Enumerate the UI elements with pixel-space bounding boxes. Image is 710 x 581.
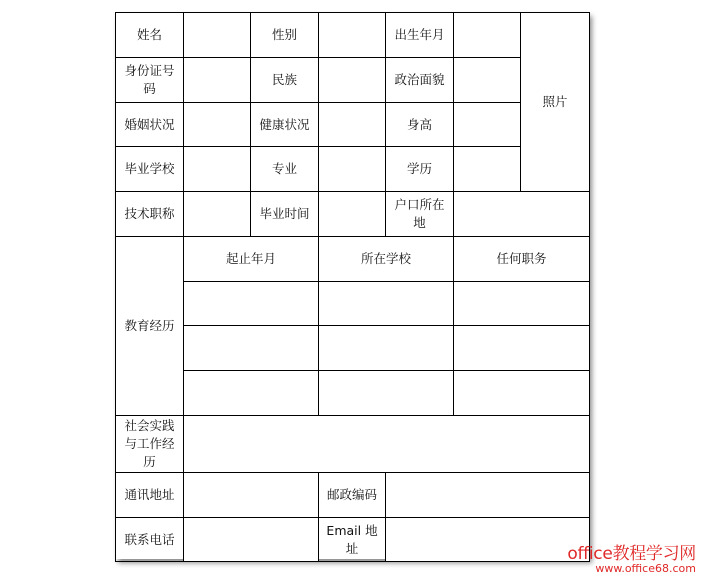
address-label: 通讯地址 — [116, 473, 184, 518]
social-practice-label: 社会实践与工作经历 — [116, 416, 184, 473]
email-label: Email 地址 — [319, 518, 386, 562]
address-field[interactable] — [184, 473, 319, 518]
email-field[interactable] — [386, 518, 590, 562]
resume-form — [115, 12, 589, 559]
name-label: 姓名 — [116, 13, 184, 58]
zip-code-field[interactable] — [386, 473, 590, 518]
grad-time-field[interactable] — [319, 192, 386, 237]
height-field[interactable] — [454, 103, 521, 147]
degree-label: 学历 — [386, 147, 454, 192]
school-label: 毕业学校 — [116, 147, 184, 192]
birth-label: 出生年月 — [386, 13, 454, 58]
hukou-field[interactable] — [454, 192, 590, 237]
zip-code-label: 邮政编码 — [319, 473, 386, 518]
watermark-title: office教程学习网 — [567, 543, 696, 564]
edu-row-2-school[interactable] — [319, 326, 454, 371]
phone-field[interactable] — [184, 518, 319, 562]
tech-title-label: 技术职称 — [116, 192, 184, 237]
hukou-label: 户口所在地 — [386, 192, 454, 237]
school-field[interactable] — [184, 147, 251, 192]
birth-field[interactable] — [454, 13, 521, 58]
height-label: 身高 — [386, 103, 454, 147]
ethnicity-field[interactable] — [319, 58, 386, 103]
edu-header-school: 所在学校 — [319, 237, 454, 282]
degree-field[interactable] — [454, 147, 521, 192]
edu-row-2-position[interactable] — [454, 326, 590, 371]
health-label: 健康状况 — [251, 103, 319, 147]
site-watermark — [567, 543, 696, 576]
phone-label: 联系电话 — [116, 518, 184, 562]
marital-status-label: 婚姻状况 — [116, 103, 184, 147]
photo-cell[interactable]: 照片 — [521, 13, 590, 192]
education-label: 教育经历 — [116, 237, 184, 416]
edu-row-3-position[interactable] — [454, 371, 590, 416]
watermark-url: www.office68.com — [595, 562, 696, 576]
political-status-label: 政治面貌 — [386, 58, 454, 103]
tech-title-field[interactable] — [184, 192, 251, 237]
major-field[interactable] — [319, 147, 386, 192]
id-number-label: 身份证号码 — [116, 58, 184, 103]
major-label: 专业 — [251, 147, 319, 192]
social-practice-field[interactable] — [184, 416, 590, 473]
edu-row-1-period[interactable] — [184, 282, 319, 326]
grad-time-label: 毕业时间 — [251, 192, 319, 237]
edu-row-1-school[interactable] — [319, 282, 454, 326]
id-number-field[interactable] — [184, 58, 251, 103]
edu-header-position: 任何职务 — [454, 237, 590, 282]
gender-label: 性别 — [251, 13, 319, 58]
name-field[interactable] — [184, 13, 251, 58]
edu-row-3-period[interactable] — [184, 371, 319, 416]
resume-table — [115, 12, 590, 562]
edu-row-1-position[interactable] — [454, 282, 590, 326]
marital-status-field[interactable] — [184, 103, 251, 147]
ethnicity-label: 民族 — [251, 58, 319, 103]
edu-row-3-school[interactable] — [319, 371, 454, 416]
health-field[interactable] — [319, 103, 386, 147]
gender-field[interactable] — [319, 13, 386, 58]
edu-header-period: 起止年月 — [184, 237, 319, 282]
edu-row-2-period[interactable] — [184, 326, 319, 371]
political-status-field[interactable] — [454, 58, 521, 103]
